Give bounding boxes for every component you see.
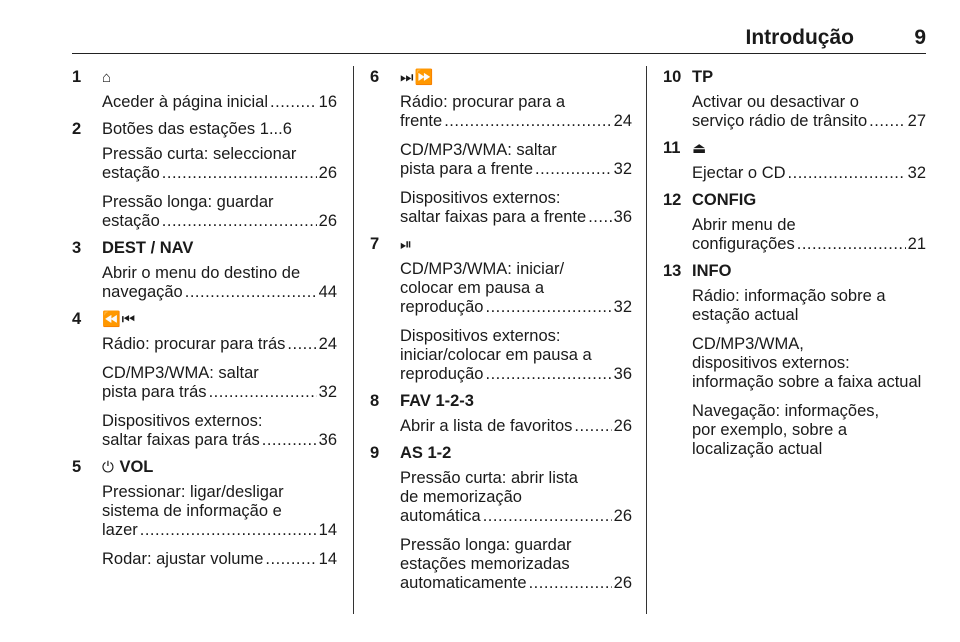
page-reference: 26 [318, 164, 337, 182]
entry-description [102, 479, 337, 546]
dot-leader [162, 212, 317, 231]
entry-description [692, 160, 926, 189]
entry-head [663, 189, 926, 212]
description-line: CD/MP3/WMA: saltar [400, 141, 557, 159]
dot-leader [270, 93, 317, 112]
dot-leader [788, 164, 906, 183]
dot-leader [485, 365, 611, 384]
entry-description [400, 413, 632, 442]
dot-leader [797, 235, 906, 254]
entry-label-text: VOL [119, 458, 154, 476]
control-entry [663, 260, 926, 465]
control-entry [72, 237, 337, 308]
dot-leader [444, 112, 611, 131]
entry-number: 6 [370, 68, 380, 86]
entry-description [400, 185, 632, 233]
description-text: automaticamente [400, 574, 527, 592]
description-leader-line [102, 283, 337, 302]
dot-leader [483, 507, 612, 526]
description-line: sistema de informação e [102, 502, 282, 520]
description-line: Rádio: procurar para a [400, 93, 566, 111]
entry-label-text: TP [692, 68, 714, 86]
description-leader-line [400, 417, 632, 436]
description-line: CD/MP3/WMA: saltar [102, 364, 259, 382]
description-text: saltar faixas para a frente [400, 208, 587, 226]
dot-leader [574, 417, 611, 436]
page-reference: 14 [318, 521, 337, 539]
description-line: CD/MP3/WMA, [692, 335, 804, 353]
entry-number: 3 [72, 239, 82, 257]
entry-description [102, 141, 337, 189]
description-text: configurações [692, 235, 795, 253]
entry-head [72, 66, 337, 89]
description-leader-line [102, 521, 337, 540]
entry-description [102, 546, 337, 575]
entry-label-text: AS 1-2 [400, 444, 452, 462]
entry-label [102, 308, 136, 331]
description-line: Navegação: informações, [692, 402, 880, 420]
entry-label [102, 118, 292, 141]
control-entry [370, 66, 632, 233]
page-reference: 44 [318, 283, 337, 301]
entry-label [102, 237, 193, 260]
description-text: reprodução [400, 298, 484, 316]
description-line: por exemplo, sobre a [692, 421, 848, 439]
description-line: Dispositivos externos: [400, 189, 561, 207]
page-reference: 36 [318, 431, 337, 449]
entry-number: 13 [663, 262, 682, 280]
page-reference: 24 [613, 112, 632, 130]
entry-label [400, 442, 451, 465]
seek-back-icon: ⏪⏮ [102, 311, 137, 328]
page-reference: 27 [907, 112, 926, 130]
entry-description [102, 189, 337, 237]
running-title: Introdução [745, 26, 854, 49]
entry-number: 7 [370, 235, 380, 253]
column-2 [370, 66, 632, 599]
description-leader-line [400, 160, 632, 179]
description-leader-line [400, 208, 632, 227]
description-line: Rádio: informação sobre a [692, 287, 886, 305]
entry-description [400, 323, 632, 390]
description-leader-line [102, 164, 337, 183]
description-text: estação [102, 164, 160, 182]
description-line: estações memorizadas [400, 555, 570, 573]
page-reference: 16 [318, 93, 337, 111]
control-entry [72, 308, 337, 456]
page-reference: 21 [907, 235, 926, 253]
description-line: Activar ou desactivar o [692, 93, 859, 111]
column-divider [353, 66, 354, 614]
description-text: estação [102, 212, 160, 230]
entry-description [692, 398, 926, 465]
description-line: localização actual [692, 440, 823, 458]
dot-leader [529, 574, 612, 593]
entry-head [72, 118, 337, 141]
entry-number: 4 [72, 310, 82, 328]
control-entry [663, 189, 926, 260]
dot-leader [535, 160, 612, 179]
dot-leader [209, 383, 317, 402]
description-line: dispositivos externos: [692, 354, 850, 372]
description-text: Ejectar o CD [692, 164, 786, 182]
description-line: iniciar/colocar em pausa a [400, 346, 592, 364]
entry-description [400, 532, 632, 599]
entry-head [370, 442, 632, 465]
control-entry [370, 442, 632, 599]
entry-label-text: INFO [692, 262, 732, 280]
description-leader-line [692, 112, 926, 131]
control-entry [663, 66, 926, 137]
entry-label [692, 260, 731, 283]
entry-number: 2 [72, 120, 82, 138]
description-leader-line [400, 112, 632, 131]
page-header [72, 26, 926, 54]
entry-description [102, 408, 337, 456]
column-1 [72, 66, 337, 575]
page-reference: 26 [613, 507, 632, 525]
entry-head [370, 390, 632, 413]
description-text: Rodar: ajustar volume [102, 550, 264, 568]
description-text: Aceder à página inicial [102, 93, 269, 111]
page-reference: 32 [318, 383, 337, 401]
entry-head [663, 260, 926, 283]
dot-leader [485, 298, 611, 317]
description-text: pista para a frente [400, 160, 533, 178]
dot-leader [869, 112, 905, 131]
entry-description [102, 331, 337, 360]
entry-description [692, 331, 926, 398]
entry-label [400, 390, 474, 413]
entry-label-text: FAV 1-2-3 [400, 392, 474, 410]
dot-leader [588, 208, 611, 227]
control-entry [72, 66, 337, 118]
description-leader-line [102, 93, 337, 112]
control-entry [663, 137, 926, 189]
entry-description [400, 256, 632, 323]
description-line: Pressão longa: guardar [102, 193, 274, 211]
page-reference: 14 [318, 550, 337, 568]
entry-number: 11 [663, 139, 681, 157]
description-line: Abrir o menu do destino de [102, 264, 301, 282]
entry-description [692, 283, 926, 331]
control-entry [370, 390, 632, 442]
description-text: Abrir a lista de favoritos [400, 417, 573, 435]
description-line: Abrir menu de [692, 216, 796, 234]
page-reference: 32 [613, 298, 632, 316]
dot-leader [265, 550, 316, 569]
description-leader-line [102, 212, 337, 231]
entry-head [72, 308, 337, 331]
home-icon: ⌂ [102, 69, 113, 86]
page-number: 9 [914, 26, 926, 49]
page-reference: 36 [613, 365, 632, 383]
entry-description [692, 212, 926, 260]
page-reference: 32 [907, 164, 926, 182]
page-reference: 26 [613, 574, 632, 592]
description-leader-line [400, 365, 632, 384]
entry-label [102, 456, 153, 479]
description-text: saltar faixas para trás [102, 431, 260, 449]
description-text: navegação [102, 283, 183, 301]
entry-number: 8 [370, 392, 380, 410]
entry-head [370, 66, 632, 89]
entry-head [72, 456, 337, 479]
description-leader-line [400, 298, 632, 317]
entry-label [400, 66, 434, 89]
entry-label-text: CONFIG [692, 191, 757, 209]
entry-description [400, 89, 632, 137]
description-leader-line [102, 431, 337, 450]
seek-forward-icon: ⏭⏩ [400, 69, 435, 86]
entry-head [663, 137, 926, 160]
description-text: automática [400, 507, 481, 525]
description-line: Pressão curta: seleccionar [102, 145, 297, 163]
entry-number: 9 [370, 444, 380, 462]
control-entry [72, 118, 337, 237]
description-line: Pressão curta: abrir lista [400, 469, 578, 487]
entry-description [102, 89, 337, 118]
description-text: lazer [102, 521, 138, 539]
dot-leader [287, 335, 316, 354]
description-line: colocar em pausa a [400, 279, 544, 297]
description-leader-line [102, 550, 337, 569]
column-3 [663, 66, 926, 465]
dot-leader [140, 521, 317, 540]
description-text: reprodução [400, 365, 484, 383]
entry-label [400, 233, 413, 256]
description-line: Dispositivos externos: [400, 327, 561, 345]
entry-label-text: DEST / NAV [102, 239, 194, 257]
page-reference: 32 [613, 160, 632, 178]
entry-head [663, 66, 926, 89]
entry-label [692, 137, 707, 160]
description-line: Pressão longa: guardar [400, 536, 572, 554]
description-line: estação actual [692, 306, 799, 324]
description-leader-line [400, 507, 632, 526]
dot-leader [185, 283, 317, 302]
description-text: Rádio: procurar para trás [102, 335, 286, 353]
header-rule [72, 53, 926, 54]
description-line: CD/MP3/WMA: iniciar/ [400, 260, 565, 278]
entry-label [692, 189, 756, 212]
entry-number: 10 [663, 68, 682, 86]
description-line: de memorização [400, 488, 522, 506]
page-reference: 24 [318, 335, 337, 353]
control-entry [72, 456, 337, 575]
dot-leader [162, 164, 317, 183]
entry-description [400, 137, 632, 185]
description-leader-line [400, 574, 632, 593]
description-line: informação sobre a faixa actual [692, 373, 922, 391]
entry-number: 12 [663, 191, 682, 209]
dot-leader [262, 431, 317, 450]
entry-description [692, 89, 926, 137]
description-line: Pressionar: ligar/desligar [102, 483, 284, 501]
entry-head [72, 237, 337, 260]
entry-label [102, 66, 112, 89]
control-entry [370, 233, 632, 390]
description-line: Dispositivos externos: [102, 412, 263, 430]
entry-head [370, 233, 632, 256]
description-leader-line [102, 335, 337, 354]
column-divider [646, 66, 647, 614]
entry-number: 1 [72, 68, 82, 86]
eject-icon: ⏏ [692, 140, 708, 157]
entry-description [400, 465, 632, 532]
page-reference: 26 [613, 417, 632, 435]
description-text: frente [400, 112, 443, 130]
entry-label [692, 66, 713, 89]
description-leader-line [692, 164, 926, 183]
power-icon: ⏻ [102, 459, 115, 476]
description-leader-line [102, 383, 337, 402]
entry-label-text: Botões das estações 1...6 [102, 120, 292, 138]
entry-description [102, 260, 337, 308]
description-text: serviço rádio de trânsito [692, 112, 868, 130]
entry-number: 5 [72, 458, 82, 476]
page-reference: 36 [613, 208, 632, 226]
description-text: pista para trás [102, 383, 207, 401]
entry-description [102, 360, 337, 408]
play-pause-icon: ⏯ [400, 236, 414, 253]
description-leader-line [692, 235, 926, 254]
page-reference: 26 [318, 212, 337, 230]
